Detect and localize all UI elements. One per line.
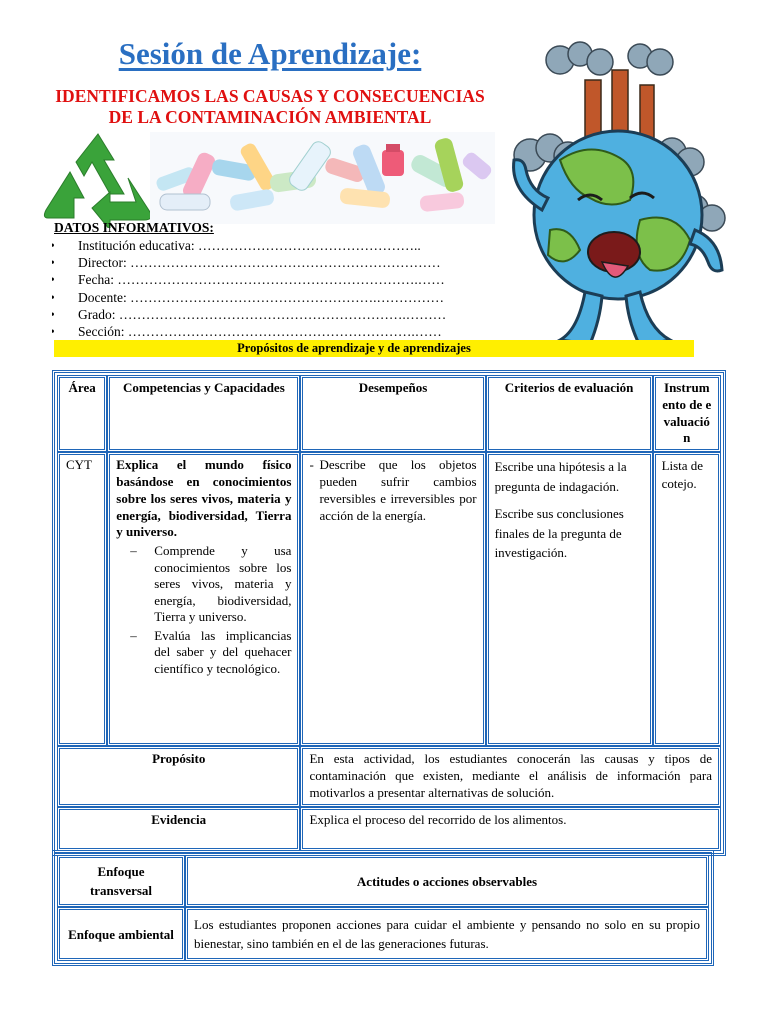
desempeno-text: - Describe que los objetos pueden sufrir cambios reversibles e irreversibles por acción de la energía. — [309, 457, 476, 524]
polluted-earth-illustration — [490, 40, 740, 352]
subtitle-line-1: IDENTIFICAMOS LAS CAUSAS Y CONSECUENCIAS — [55, 86, 485, 106]
datos-item-grado: • Grado: ……………………………………………………….……… — [52, 306, 502, 323]
capacidades-list — [116, 543, 291, 677]
enfoque-table — [52, 850, 714, 966]
table-header-row — [57, 375, 721, 452]
criterio-item: Escribe una hipótesis a la pregunta de indagación. — [494, 459, 627, 494]
datos-list — [52, 237, 502, 340]
subtitle-line-2: DE LA CONTAMINACIÓN AMBIENTAL — [108, 107, 432, 127]
propositos-banner-text: Propósitos de aprendizaje y de aprendizajes — [237, 341, 471, 355]
header-competencias: Competencias y Capacidades — [107, 375, 300, 452]
datos-header: DATOS INFORMATIVOS: — [54, 220, 214, 235]
criterio-item: Escribe sus conclusiones finales de la pregunta de investigación. — [494, 506, 624, 561]
datos-item-fecha: • Fecha: ………………………………………………………….…… — [52, 271, 502, 288]
datos-item-director: • Director: …………………………………………………………… — [52, 254, 502, 271]
header-instrumento: Instrumento de evaluación — [653, 375, 721, 452]
header-criterios: Criterios de evaluación — [486, 375, 653, 452]
propositos-banner — [54, 340, 694, 357]
cell-desempenos — [300, 452, 485, 746]
page-subtitle — [30, 86, 510, 128]
header-desempenos: Desempeños — [300, 375, 485, 452]
proposito-text: En esta actividad, los estudiantes conocerán las causas y tipos de contaminación que existen, mediante el análisis de información para motivarlos a presentar alternativas de solución. — [300, 746, 721, 806]
cell-criterios — [486, 452, 653, 746]
cell-competencias — [107, 452, 300, 746]
enfoque-header-label: Enfoque transversal — [57, 855, 185, 907]
header-area: Área — [57, 375, 107, 452]
cell-instrumento: Lista de cotejo. — [653, 452, 721, 746]
competencia-text: Explica el mundo físico basándose en conocimientos sobre los seres vivos, materia y energía, biodiversidad, Tierra y universo. — [116, 457, 292, 540]
propositos-table — [52, 370, 726, 856]
capacidad-item: – Evalúa las implicancias del saber y del quehacer científico y tecnológico. — [116, 628, 291, 678]
recycle-icon — [40, 128, 156, 228]
datos-item-seccion: • Sección: ……………………………………………………….…… — [52, 323, 502, 340]
evidencia-row — [57, 807, 721, 851]
enfoque-header-actitudes: Actitudes o acciones observables — [185, 855, 709, 907]
proposito-label: Propósito — [57, 746, 300, 806]
enfoque-row-label: Enfoque ambiental — [57, 907, 185, 961]
enfoque-row-text: Los estudiantes proponen acciones para cuidar el ambiente y pensando no solo en su propio bienestar, sino también en el de las generaciones futuras. — [185, 907, 709, 961]
datos-item-docente: • Docente: ……………………………………………….…………… — [52, 289, 502, 306]
cell-area: CYT — [57, 452, 107, 746]
plastic-bottles-illustration — [150, 132, 495, 224]
proposito-row — [57, 746, 721, 806]
enfoque-row — [57, 907, 709, 961]
capacidad-item: – Comprende y usa conocimientos sobre los seres vivos, materia y energía, biodiversidad, Tierra y universo. — [116, 543, 291, 626]
evidencia-label: Evidencia — [57, 807, 300, 851]
enfoque-header-row — [57, 855, 709, 907]
datos-informativos — [52, 220, 502, 340]
datos-item-institucion: • Institución educativa: ………………………………………….. — [52, 237, 502, 254]
propositos-table-grid — [57, 375, 721, 851]
page-title: Sesión de Aprendizaje: — [118, 36, 422, 71]
table-row — [57, 452, 721, 746]
enfoque-table-grid — [57, 855, 709, 961]
evidencia-text: Explica el proceso del recorrido de los alimentos. — [300, 807, 721, 851]
